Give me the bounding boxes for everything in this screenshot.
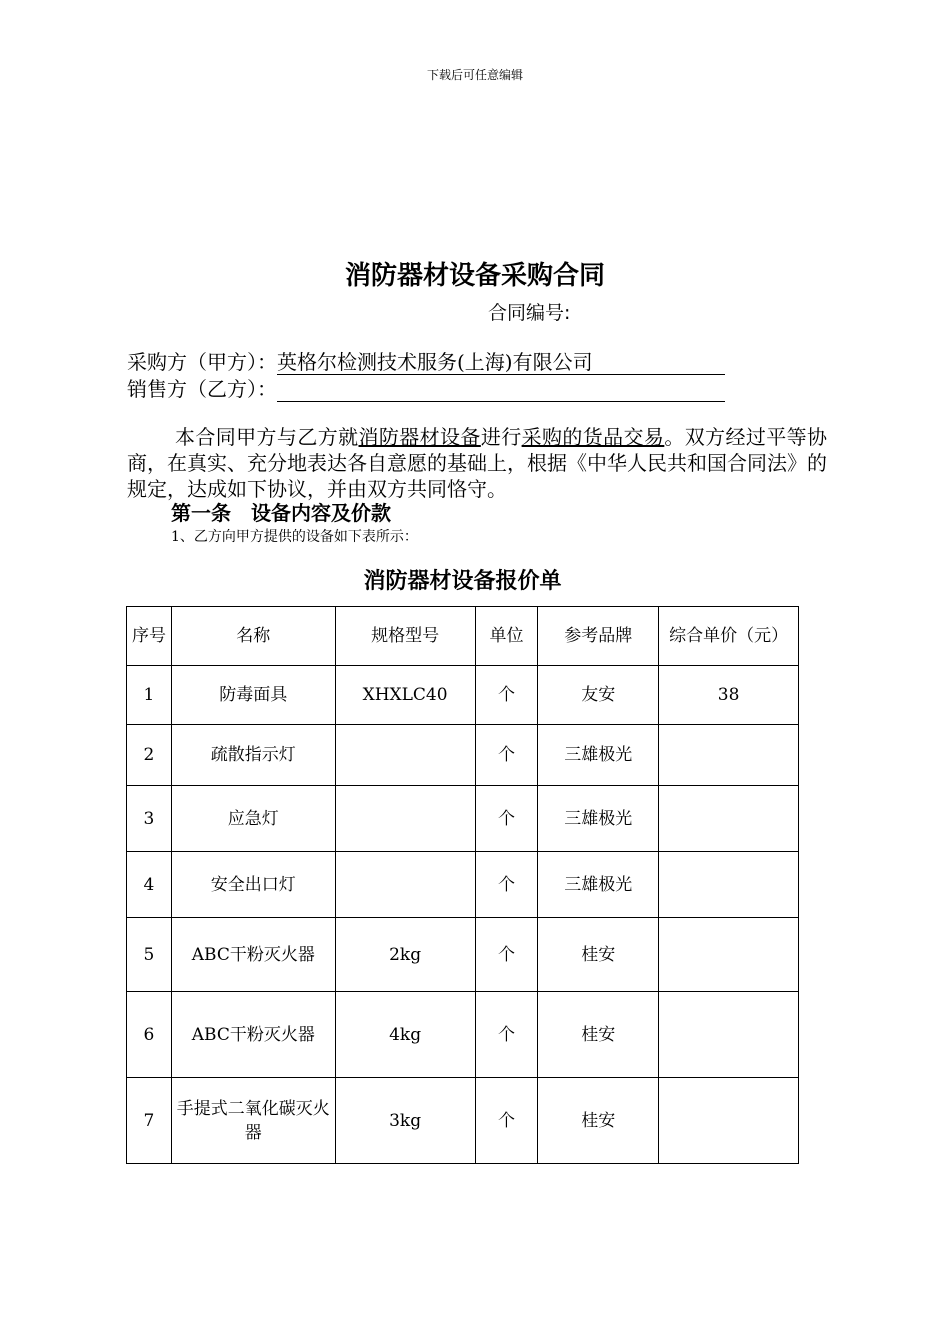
- cell: 桂安: [538, 992, 659, 1078]
- cell: 桂安: [538, 1078, 659, 1164]
- cell: XHXLC40: [335, 666, 475, 725]
- cell: [659, 786, 799, 852]
- table-row: [127, 786, 799, 852]
- table-row: [127, 992, 799, 1078]
- cell: ABC干粉灭火器: [171, 992, 335, 1078]
- table-row: [127, 852, 799, 918]
- cell: 38: [659, 666, 799, 725]
- table-row: [127, 666, 799, 725]
- header-note: 下载后可任意编辑: [426, 68, 523, 82]
- header-cell: 序号: [127, 607, 172, 666]
- cell: [659, 992, 799, 1078]
- cell: [659, 852, 799, 918]
- table-row: [127, 918, 799, 992]
- table-row: [127, 1078, 799, 1164]
- cell: ABC干粉灭火器: [171, 918, 335, 992]
- cell: 2: [127, 725, 172, 786]
- table-header-row: [127, 607, 799, 666]
- cell: 应急灯: [171, 786, 335, 852]
- cell: 桂安: [538, 918, 659, 992]
- document-title: 消防器材设备采购合同: [344, 261, 605, 291]
- cell: 防毒面具: [171, 666, 335, 725]
- cell: [335, 852, 475, 918]
- cell: 3kg: [335, 1078, 475, 1164]
- cell: [659, 725, 799, 786]
- buyer-name: 英格尔检测技术服务(上海)有限公司: [277, 350, 725, 375]
- cell: 手提式二氧化碳灭火器: [171, 1078, 335, 1164]
- buyer-label: 采购方（甲方）：: [127, 350, 277, 374]
- cell: 个: [475, 992, 538, 1078]
- cell: 三雄极光: [538, 725, 659, 786]
- cell: 个: [475, 725, 538, 786]
- cell: 7: [127, 1078, 172, 1164]
- cell: 个: [475, 852, 538, 918]
- buyer-line: [127, 346, 725, 375]
- cell: 4kg: [335, 992, 475, 1078]
- quote-table-title: 消防器材设备报价单: [363, 569, 562, 594]
- cell: 安全出口灯: [171, 852, 335, 918]
- transaction-underlined: 采购的货品交易: [521, 425, 665, 449]
- cell: 3: [127, 786, 172, 852]
- seller-line: [127, 373, 725, 402]
- header-cell: 参考品牌: [538, 607, 659, 666]
- cell: 5: [127, 918, 172, 992]
- cell: 6: [127, 992, 172, 1078]
- cell: 个: [475, 666, 538, 725]
- contract-number-label: 合同编号:: [488, 302, 571, 324]
- cell: 2kg: [335, 918, 475, 992]
- quote-table: [126, 606, 799, 1164]
- table-row: [127, 725, 799, 786]
- seller-name: [277, 401, 725, 402]
- cell: 疏散指示灯: [171, 725, 335, 786]
- cell: [335, 725, 475, 786]
- cell: 4: [127, 852, 172, 918]
- cell: 个: [475, 1078, 538, 1164]
- cell: 个: [475, 786, 538, 852]
- subject-underlined: 消防器材设备: [358, 425, 481, 449]
- article-heading: 第一条 设备内容及价款: [171, 501, 391, 525]
- header-cell: 单位: [475, 607, 538, 666]
- cell: 个: [475, 918, 538, 992]
- header-cell: 综合单价（元）: [659, 607, 799, 666]
- cell: 三雄极光: [538, 852, 659, 918]
- intro-paragraph: 本合同甲方与乙方就消防器材设备进行采购的货品交易。双方经过平等协商，在真实、充分地表达各自意愿的基础上，根据《中华人民共和国合同法》的规定，达成如下协议，并由双方共同恪守。: [127, 425, 828, 501]
- cell: [659, 1078, 799, 1164]
- cell: 三雄极光: [538, 786, 659, 852]
- cell: [659, 918, 799, 992]
- cell: 1: [127, 666, 172, 725]
- cell: [335, 786, 475, 852]
- seller-label: 销售方（乙方）：: [127, 377, 277, 401]
- header-cell: 规格型号: [335, 607, 475, 666]
- item-note: 1、乙方向甲方提供的设备如下表所示：: [171, 529, 418, 545]
- header-cell: 名称: [171, 607, 335, 666]
- cell: 友安: [538, 666, 659, 725]
